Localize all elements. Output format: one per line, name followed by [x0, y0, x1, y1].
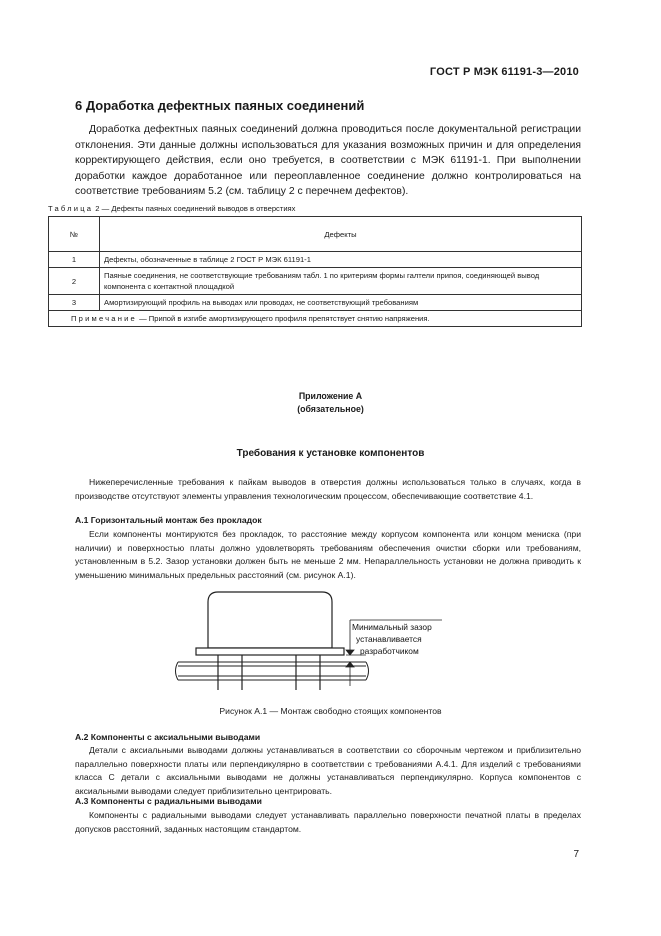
document-code-header: ГОСТ Р МЭК 61191-3—2010	[429, 66, 579, 78]
annex-intro: Нижеперечисленные требования к пайкам выводов в отверстия должны использоваться только в случаях, когда в производстве отсутствуют элементы управления технологическим процессом, обеспечивающие соответствие 4.1.	[75, 477, 581, 501]
annex-heading: Требования к установке компонентов	[236, 448, 425, 459]
figure-caption: Рисунок А.1 — Монтаж свободно стоящих компонентов	[219, 706, 442, 716]
row-num: 2	[49, 268, 100, 295]
table-note	[49, 311, 582, 327]
row-text: Паяные соединения, не соответствующие требованиям табл. 1 по критериям формы галтели припоя, соединяющей вывод компонента с контактной площадкой	[100, 268, 582, 295]
table-row	[49, 268, 582, 295]
row-text: Дефекты, обозначенные в таблице 2 ГОСТ Р МЭК 61191-1	[100, 252, 582, 268]
a1-text: Если компоненты монтируются без прокладок, то расстояние между корпусом компонента или концом мениска (при наличии) и поверхностью платы должно удовлетворять требованиям обеспечения очистки сборки или требованиям, установленным в 5.2. Зазор установки должен быть не меньше 2 мм. Непараллельность установки не должна приводить к уменьшению минимальных предельных расстояний (см. рисунок А.1).	[75, 529, 581, 580]
figure-label-3: разработчиком	[360, 646, 419, 656]
a3-title: А.3 Компоненты с радиальными выводами	[75, 796, 262, 806]
figure-label-2: устанавливается	[356, 634, 422, 644]
note-text: — Припой в изгибе амортизирующего профиля препятствует снятию напряжения.	[136, 314, 430, 323]
header-defects: Дефекты	[100, 217, 582, 252]
table-2-caption	[48, 204, 295, 213]
component-leads	[218, 654, 320, 690]
table-note-row	[49, 311, 582, 327]
a2-text: Детали с аксиальными выводами должны устанавливаться в соответствии со сборочным чертежом и приблизительно параллельно поверхности платы или перпендикулярно в соответствии с требованиями А.4.1. Для изделий с требованиями класса С детали с аксиальными выводами не должны устанавливаться перпендикулярно. Корпуса компонентов с аксиальными выводами следует приблизительно центрировать.	[75, 745, 581, 796]
page-number: 7	[573, 849, 579, 860]
a3-text: Компоненты с радиальными выводами следует устанавливать параллельно поверхности печатной платы в пределах допусков расстояний, заданных настоящим стандартом.	[75, 810, 581, 834]
header-num: №	[49, 217, 100, 252]
a2-title: А.2 Компоненты с аксиальными выводами	[75, 732, 261, 742]
table-header-row	[49, 217, 582, 252]
figure-a1	[170, 586, 470, 700]
table-caption-text: 2 — Дефекты паяных соединений выводов в отверстиях	[93, 204, 296, 213]
table-row	[49, 252, 582, 268]
row-text: Амортизирующий профиль на выводах или проводах, не соответствующий требованиям	[100, 295, 582, 311]
annex-status: (обязательное)	[297, 404, 364, 414]
annex-title: Приложение А	[298, 391, 363, 401]
component-body	[196, 592, 344, 655]
table-row	[49, 295, 582, 311]
table-caption-word: Таблица	[48, 204, 94, 213]
note-word: Примечание	[71, 314, 137, 323]
pcb-board	[176, 662, 369, 680]
defects-table	[48, 216, 582, 327]
section-6-title: 6 Доработка дефектных паяных соединений	[75, 98, 365, 113]
section-6-paragraph: Доработка дефектных паяных соединений должна проводиться после документальной регистрации отклонения. Эти данные должны использоваться для указания возможных причин и для определения корректирующего действия, если оно требуется, в соответствии с МЭК 61191-1. При выполнении доработки каждое доработанное или переоплавленное соединение должно контролироваться на соответствие требованиям 5.2 (см. таблицу 2 с перечнем дефектов).	[75, 124, 581, 198]
figure-label-1: Минимальный зазор	[352, 622, 432, 632]
a1-title: А.1 Горизонтальный монтаж без прокладок	[75, 515, 262, 525]
row-num: 1	[49, 252, 100, 268]
row-num: 3	[49, 295, 100, 311]
